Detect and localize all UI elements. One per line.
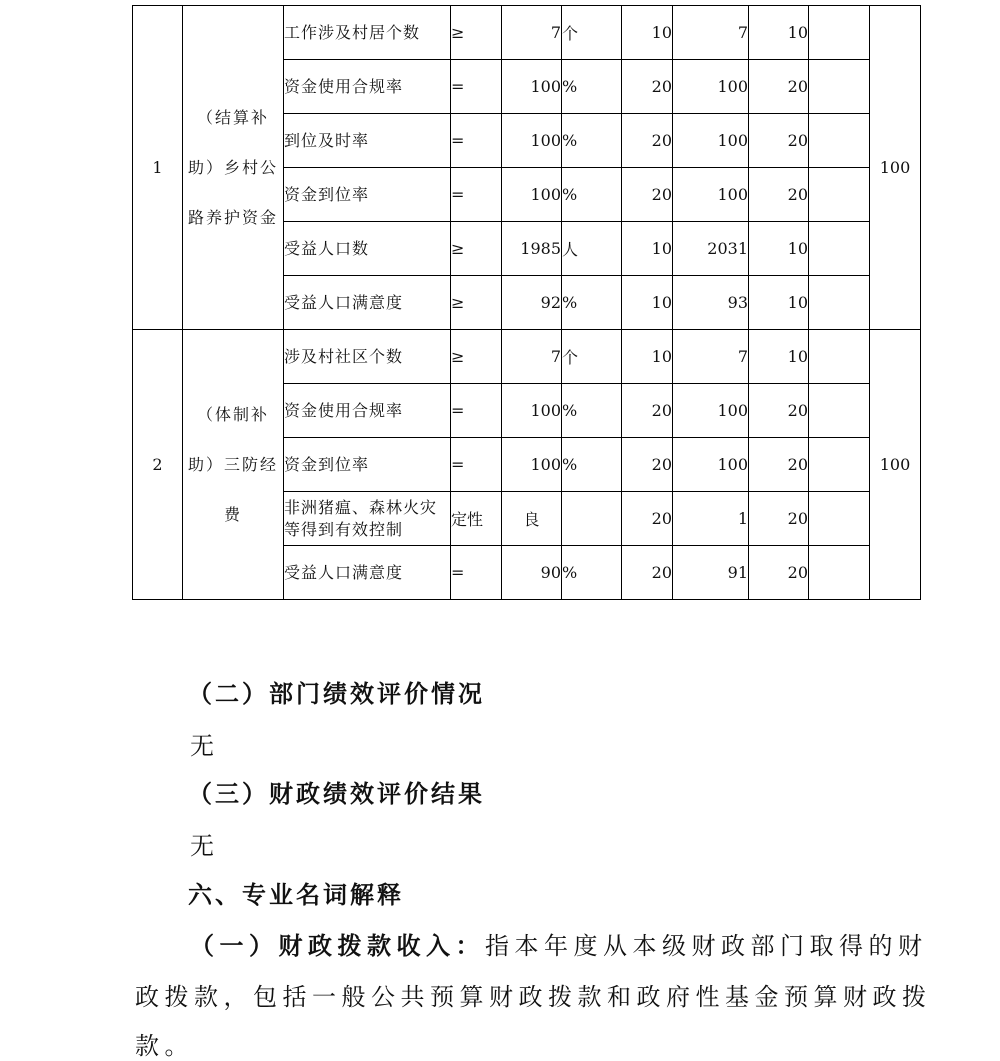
actual-value: 100 [673,168,749,222]
actual-value: 100 [673,438,749,492]
indicator-name: 非洲猪瘟、森林火灾等得到有效控制 [284,492,451,546]
glossary-item1-line2: 政拨款，包括一般公共预算财政拨款和政府性基金预算财政拨 [135,983,932,1011]
weight-value: 20 [622,438,673,492]
glossary-item1-line3: 款。 [135,1032,194,1060]
remark [809,438,870,492]
target-value: 1985 [502,222,562,276]
remark [809,384,870,438]
actual-value: 7 [673,330,749,384]
project-number: 2 [133,330,183,600]
remark [809,546,870,600]
weight-value: 20 [622,60,673,114]
remark [809,168,870,222]
indicator-name: 资金到位率 [284,168,451,222]
remark [809,330,870,384]
comparison-operator: ≥ [451,222,502,276]
table-body [133,6,921,600]
indicator-name: 工作涉及村居个数 [284,6,451,60]
comparison-operator: = [451,546,502,600]
weight-value: 20 [622,546,673,600]
project-name-line: 助）乡村公 [187,157,278,177]
fin-eval-body: 无 [190,832,217,860]
score-value: 10 [749,276,809,330]
remark [809,492,870,546]
actual-value: 2031 [673,222,749,276]
weight-value: 10 [622,276,673,330]
comparison-operator: = [451,60,502,114]
weight-value: 20 [622,492,673,546]
weight-value: 20 [622,114,673,168]
weight-value: 10 [622,330,673,384]
weight-value: 20 [622,168,673,222]
comparison-operator: = [451,438,502,492]
target-value: 7 [502,330,562,384]
glossary-item1-text: 指本年度从本级财政部门取得的财 [485,932,928,960]
total-score: 100 [870,6,921,330]
unit: % [562,384,622,438]
project-name-line: 助）三防经 [187,454,278,474]
project-name [183,6,284,330]
score-value: 20 [749,546,809,600]
remark [809,276,870,330]
indicator-name: 到位及时率 [284,114,451,168]
comparison-operator: ≥ [451,276,502,330]
unit [562,492,622,546]
target-value: 100 [502,438,562,492]
project-name-line: 路养护资金 [187,207,278,227]
indicator-name: 受益人口满意度 [284,546,451,600]
score-value: 10 [749,222,809,276]
fin-eval-heading: （三）财政绩效评价结果 [188,779,485,808]
score-value: 20 [749,60,809,114]
dept-eval-heading: （二）部门绩效评价情况 [188,679,485,708]
comparison-operator: = [451,114,502,168]
weight-value: 10 [622,222,673,276]
unit: % [562,168,622,222]
indicator-name: 受益人口满意度 [284,276,451,330]
actual-value: 91 [673,546,749,600]
project-name [183,330,284,600]
remark [809,114,870,168]
dept-eval-body: 无 [190,732,217,760]
project-name-line: 费 [223,504,242,524]
table-row [133,330,921,384]
project-name-line: （结算补 [196,107,269,127]
target-value: 7 [502,6,562,60]
total-score: 100 [870,330,921,600]
unit: 个 [562,330,622,384]
target-value: 100 [502,114,562,168]
score-value: 20 [749,492,809,546]
score-value: 10 [749,6,809,60]
remark [809,6,870,60]
score-value: 20 [749,438,809,492]
glossary-heading: 六、专业名词解释 [188,880,404,909]
glossary-item1-label: （一）财政拨款收入： [190,931,485,960]
indicator-name: 受益人口数 [284,222,451,276]
indicator-name: 涉及村社区个数 [284,330,451,384]
actual-value: 100 [673,60,749,114]
comparison-operator: = [451,384,502,438]
score-value: 20 [749,114,809,168]
table-row [133,6,921,60]
project-name-line: （体制补 [196,404,269,424]
score-value: 20 [749,384,809,438]
remark [809,60,870,114]
weight-value: 20 [622,384,673,438]
unit: % [562,60,622,114]
target-value: 100 [502,60,562,114]
weight-value: 10 [622,6,673,60]
score-value: 10 [749,330,809,384]
indicator-name: 资金使用合规率 [284,60,451,114]
performance-table [132,5,921,600]
unit: 个 [562,6,622,60]
indicator-name: 资金使用合规率 [284,384,451,438]
remark [809,222,870,276]
comparison-operator: ≥ [451,6,502,60]
actual-value: 93 [673,276,749,330]
project-number: 1 [133,6,183,330]
actual-value: 1 [673,492,749,546]
unit: % [562,114,622,168]
comparison-operator: = [451,168,502,222]
target-value: 92 [502,276,562,330]
indicator-name: 资金到位率 [284,438,451,492]
unit: % [562,276,622,330]
actual-value: 100 [673,114,749,168]
comparison-operator: 定性 [451,492,502,546]
unit: % [562,438,622,492]
actual-value: 7 [673,6,749,60]
target-value: 90 [502,546,562,600]
target-value: 良 [502,492,562,546]
unit: % [562,546,622,600]
unit: 人 [562,222,622,276]
target-value: 100 [502,384,562,438]
glossary-item1-line1 [190,926,928,961]
target-value: 100 [502,168,562,222]
score-value: 20 [749,168,809,222]
comparison-operator: ≥ [451,330,502,384]
actual-value: 100 [673,384,749,438]
